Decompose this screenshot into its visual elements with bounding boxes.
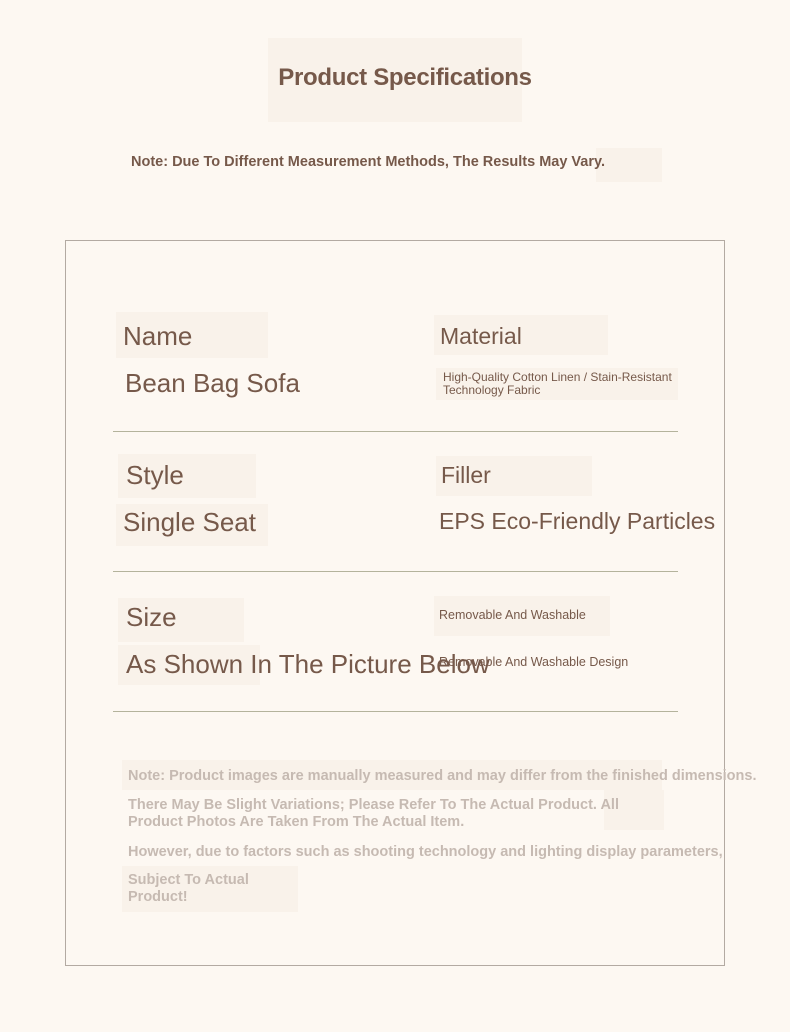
disclaimer-line-2 xyxy=(128,797,619,831)
style-label: Style xyxy=(126,460,184,490)
disclaimer-line-2b: Product Photos Are Taken From The Actual Item. xyxy=(128,814,465,830)
disclaimer-line-3: However, due to factors such as shooting technology and lighting display parameters, xyxy=(128,844,723,860)
page-title: Product Specifications xyxy=(278,64,532,91)
filler-value: EPS Eco-Friendly Particles xyxy=(439,508,716,534)
name-label: Name xyxy=(123,321,193,351)
feature-value: Removable And Washable Design xyxy=(439,655,629,669)
measurement-note: Note: Due To Different Measurement Methods, The Results May Vary. xyxy=(131,154,606,170)
disclaimer-line-4b: Product! xyxy=(128,889,188,905)
disclaimer-line-2a: There May Be Slight Variations; Please Refer To The Actual Product. All xyxy=(128,797,619,813)
feature-label: Removable And Washable xyxy=(439,608,586,622)
disclaimer-line-4a: Subject To Actual xyxy=(128,872,249,888)
name-value: Bean Bag Sofa xyxy=(125,368,300,398)
size-value: As Shown In The Picture Below xyxy=(126,649,490,679)
material-value xyxy=(443,371,693,397)
row-divider-3 xyxy=(113,711,678,712)
note-backdrop xyxy=(596,148,662,182)
row-divider-2 xyxy=(113,571,678,572)
material-value-line2: Technology Fabric xyxy=(443,383,541,397)
disclaimer-line-1: Note: Product images are manually measured and may differ from the finished dimensions. xyxy=(128,768,757,784)
material-value-line1: High-Quality Cotton Linen / Stain-Resistant xyxy=(443,370,672,384)
row-divider-1 xyxy=(113,431,678,432)
size-label: Size xyxy=(126,602,177,632)
disclaimer-line-4 xyxy=(128,872,249,906)
filler-label: Filler xyxy=(441,462,491,488)
style-value: Single Seat xyxy=(123,507,256,537)
material-label: Material xyxy=(440,323,522,349)
